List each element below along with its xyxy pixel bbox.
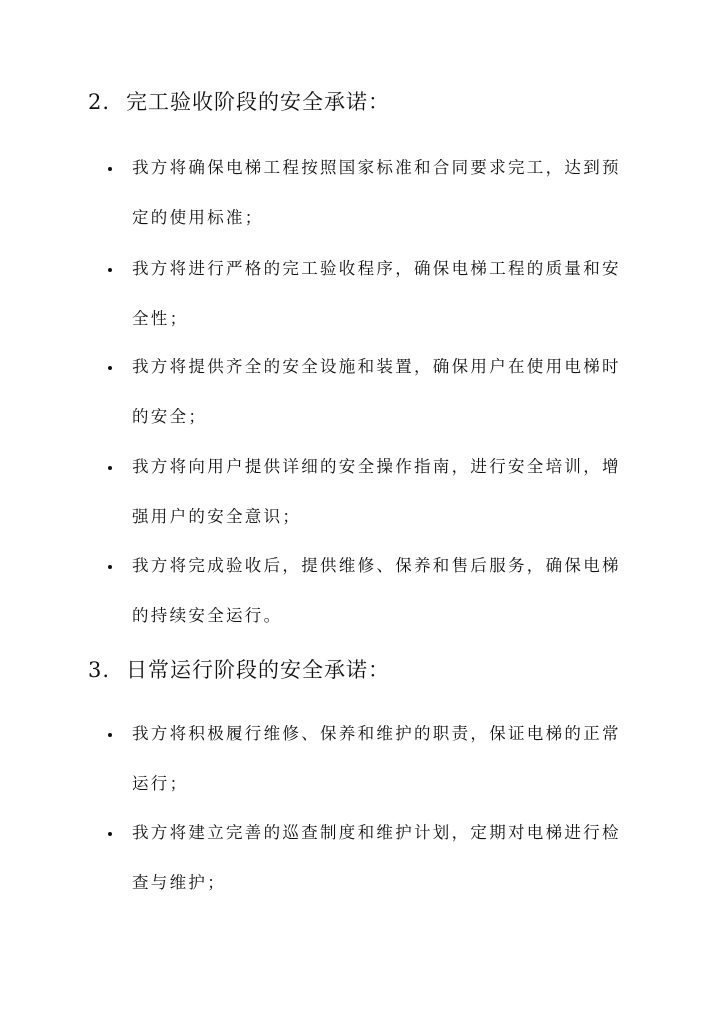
list-item-text: 我方将向用户提供详细的安全操作指南，进行安全培训，增强用户的安全意识； — [132, 457, 621, 526]
list-item — [106, 442, 626, 542]
section-title: 日常运行阶段的安全承诺： — [126, 658, 390, 682]
list-item-text: 我方将完成验收后，提供维修、保养和售后服务，确保电梯的持续安全运行。 — [132, 556, 621, 625]
list-item-text: 我方将积极履行维修、保养和维护的职责，保证电梯的正常运行； — [132, 724, 621, 793]
list-item-text: 我方将建立完善的巡查制度和维护计划，定期对电梯进行检查与维护； — [132, 823, 621, 892]
list-item-text: 我方将提供齐全的安全设施和装置，确保用户在使用电梯时的安全； — [132, 357, 621, 426]
list-item — [106, 541, 626, 641]
section-title: 完工验收阶段的安全承诺： — [126, 90, 390, 114]
list-item — [106, 342, 626, 442]
section-heading-2 — [88, 88, 390, 116]
section-number: 3. — [88, 658, 111, 682]
list-item-text: 我方将确保电梯工程按照国家标准和合同要求完工，达到预定的使用标准； — [132, 158, 621, 227]
list-item — [106, 808, 626, 908]
list-item — [106, 244, 626, 344]
section-heading-3 — [88, 656, 390, 684]
list-item — [106, 143, 626, 243]
list-item — [106, 709, 626, 809]
section-number: 2. — [88, 90, 111, 114]
list-item-text: 我方将进行严格的完工验收程序，确保电梯工程的质量和安全性； — [132, 259, 621, 328]
